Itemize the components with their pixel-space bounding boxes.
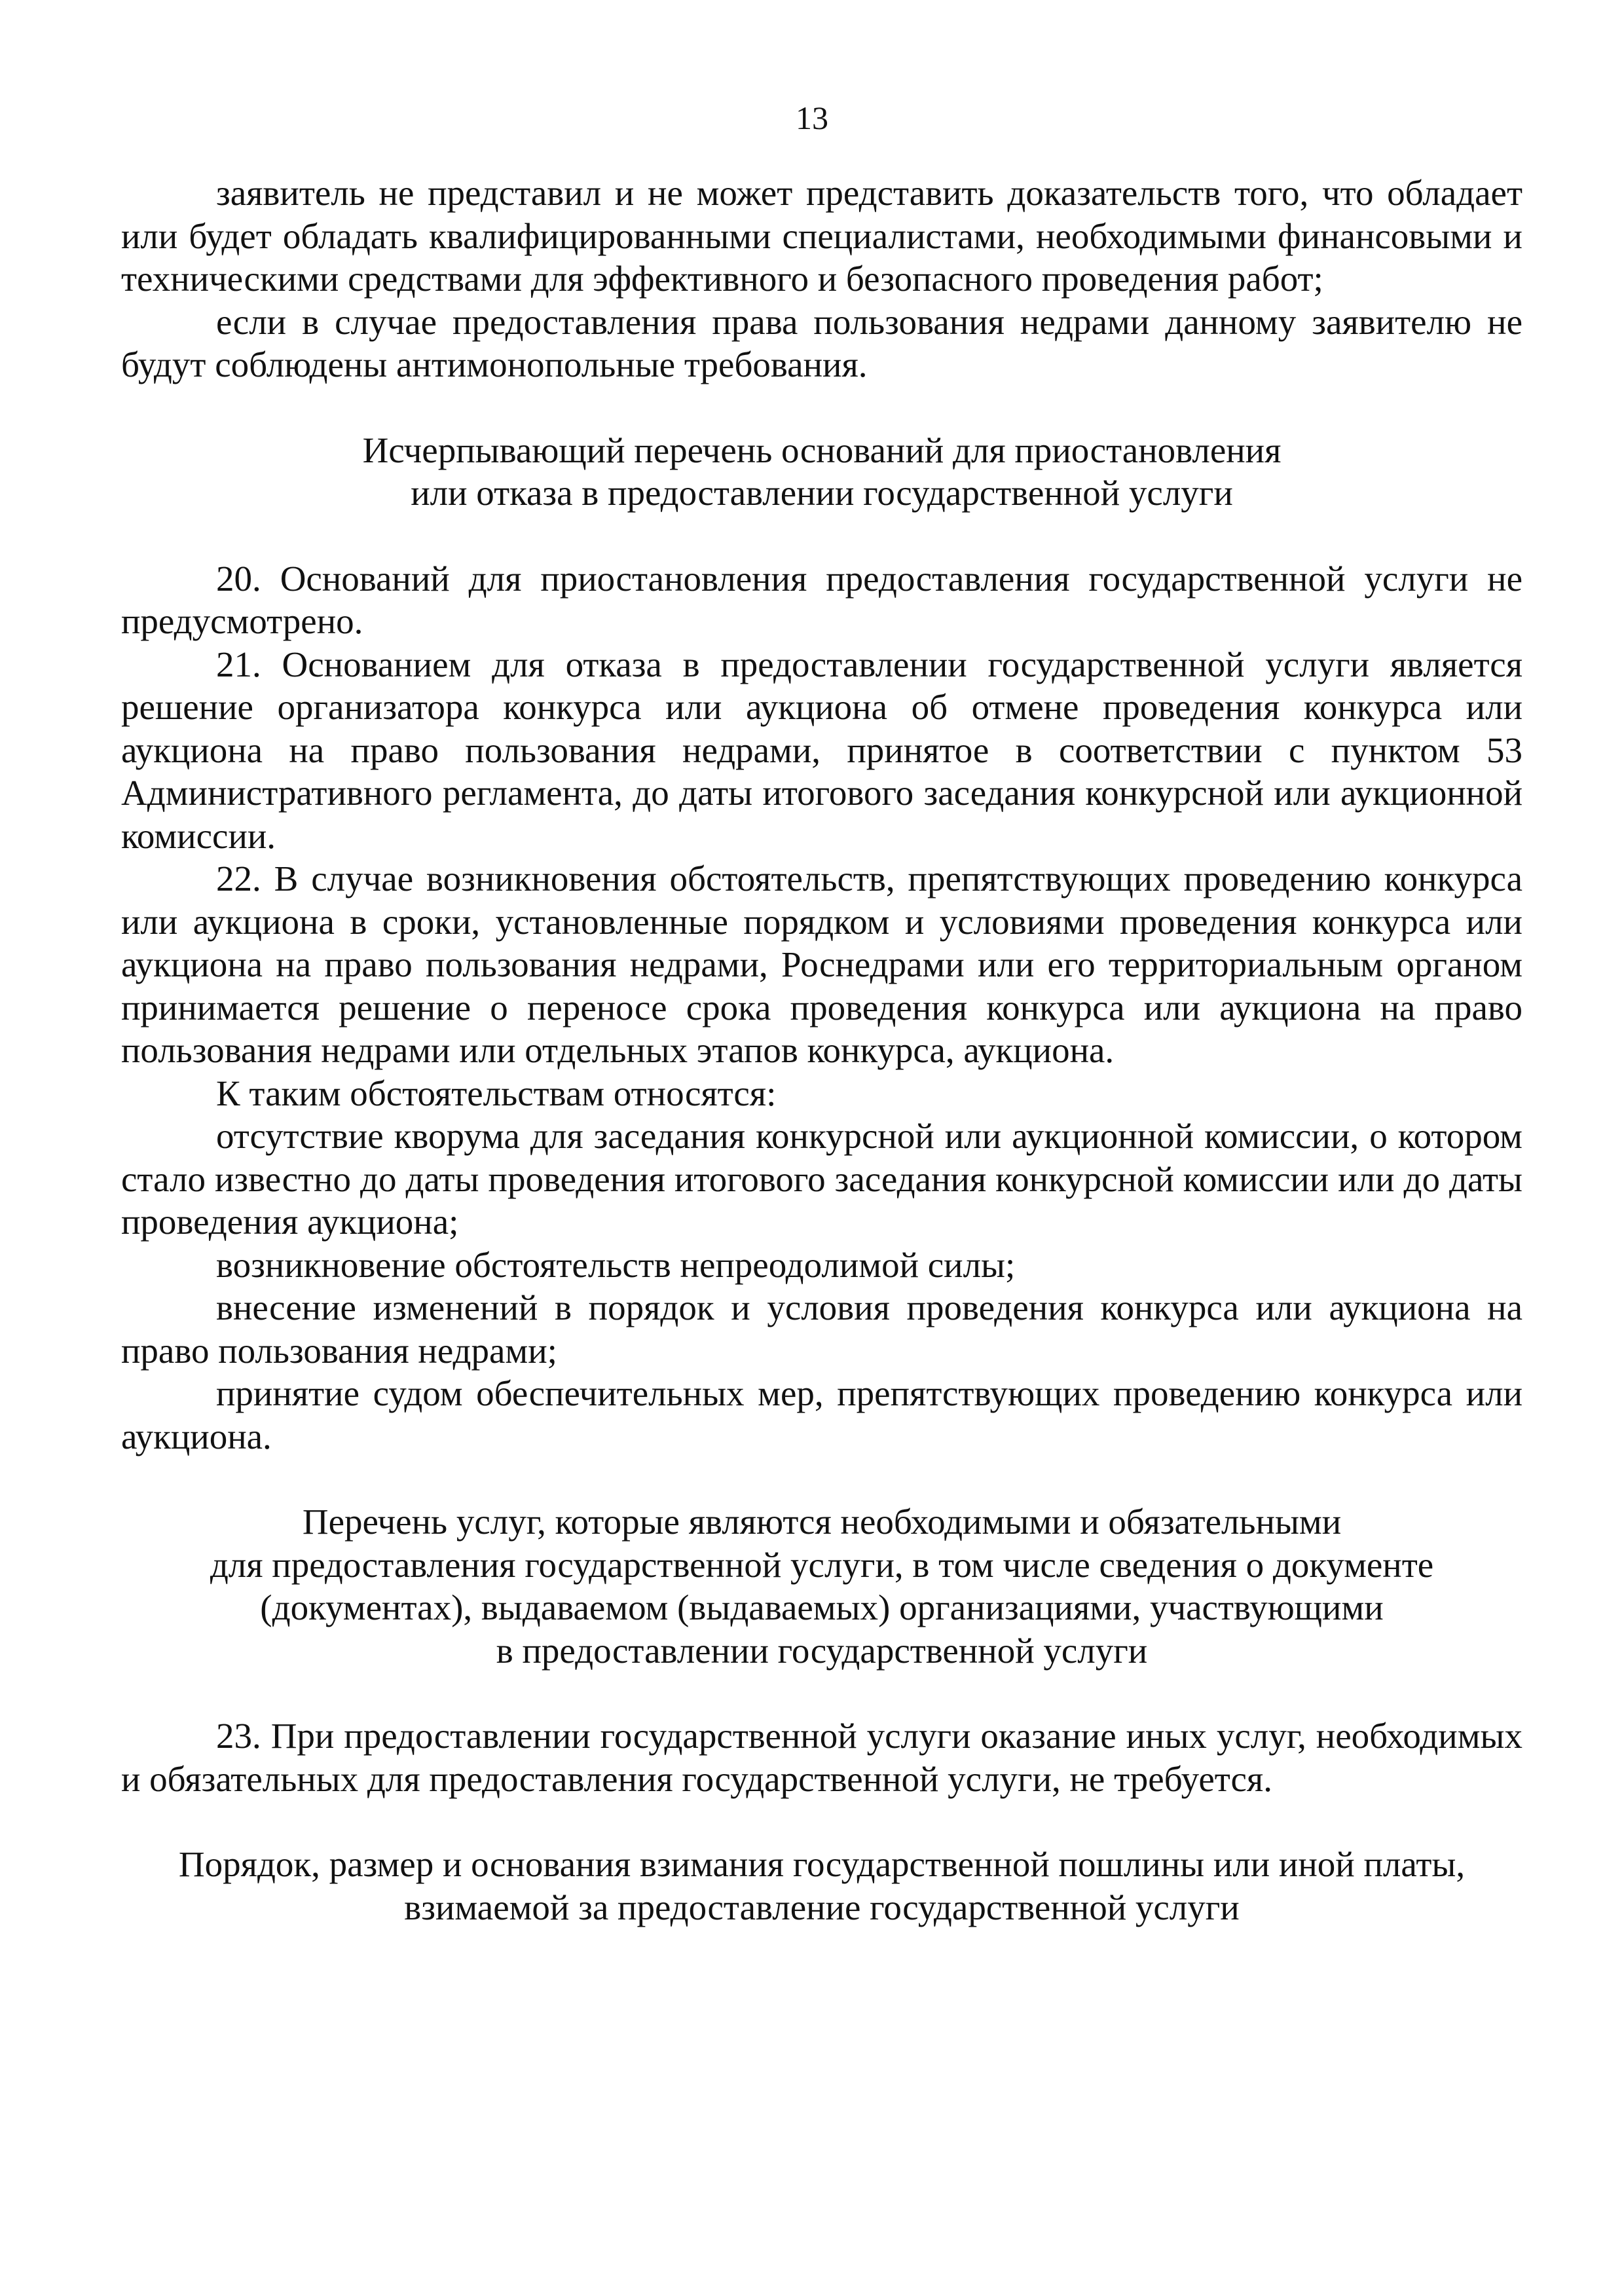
section-heading-required-services [121, 1500, 1522, 1672]
paragraph-22: 22. В случае возникновения обстоятельств, препятствующих проведению конкурса или аукциона в сроки, установленные порядком и условиями проведения конкурса или аукциона на право пользования недрами, Роснедрами или его территориальным органом принимается решение о переносе срока проведения конкурса или аукциона на право пользования недрами или отдельных этапов конкурса, аукциона. [121, 859, 1522, 1070]
paragraph-circumstances-intro: К таким обстоятельствам относятся: [216, 1073, 777, 1113]
page-number: 13 [796, 100, 828, 136]
heading-line: для предоставления государственной услуги, в том числе сведения о документе [210, 1544, 1434, 1585]
heading-line: в предоставлении государственной услуги [496, 1630, 1148, 1671]
paragraph-changes-conditions: внесение изменений в порядок и условия проведения конкурса или аукциона на право пользования недрами; [121, 1287, 1522, 1371]
section-heading-state-fee [121, 1843, 1522, 1929]
page-content [121, 172, 1522, 1929]
heading-line: Перечень услуг, которые являются необходимыми и обязательными [302, 1502, 1342, 1542]
paragraph-20: 20. Оснований для приостановления предоставления государственной услуги не предусмотрено. [121, 558, 1522, 641]
paragraph-applicant-qualifications: заявитель не представил и не может представить доказательств того, что обладает или будет обладать квалифицированными специалистами, необходимыми финансовыми и техническими средствами для эффективного и безопасного проведения работ; [121, 173, 1522, 299]
paragraph-antimonopoly: если в случае предоставления права пользования недрами данному заявителю не будут соблюдены антимонопольные требования. [121, 301, 1522, 384]
paragraph-21: 21. Основанием для отказа в предоставлении государственной услуги является решение организатора конкурса или аукциона об отмене проведения конкурса или аукциона на право пользования недрами, принятое в соответствии с пунктом 53 Административного регламента, до даты итогового заседания конкурсной или аукционной комиссии. [121, 644, 1522, 856]
heading-line: Порядок, размер и основания взимания государственной пошлины или иной платы, [178, 1844, 1466, 1884]
paragraph-no-quorum: отсутствие кворума для заседания конкурсной или аукционной комиссии, о котором стало известно до даты проведения итогового заседания конкурсной комиссии или до даты проведения аукциона; [121, 1116, 1522, 1242]
heading-line: Исчерпывающий перечень оснований для приостановления [362, 430, 1282, 470]
paragraph-23: 23. При предоставлении государственной услуги оказание иных услуг, необходимых и обязательных для предоставления государственной услуги, не требуется. [121, 1716, 1522, 1799]
paragraph-court-measures: принятие судом обеспечительных мер, препятствующих проведению конкурса или аукциона. [121, 1373, 1522, 1456]
section-heading-grounds-refusal [121, 429, 1522, 515]
paragraph-force-majeure: возникновение обстоятельств непреодолимой силы; [216, 1244, 1016, 1285]
heading-line: (документах), выдаваемом (выдаваемых) организациями, участвующими [260, 1587, 1384, 1627]
heading-line: взимаемой за предоставление государственной услуги [404, 1887, 1240, 1927]
heading-line: или отказа в предоставлении государственной услуги [411, 473, 1233, 513]
